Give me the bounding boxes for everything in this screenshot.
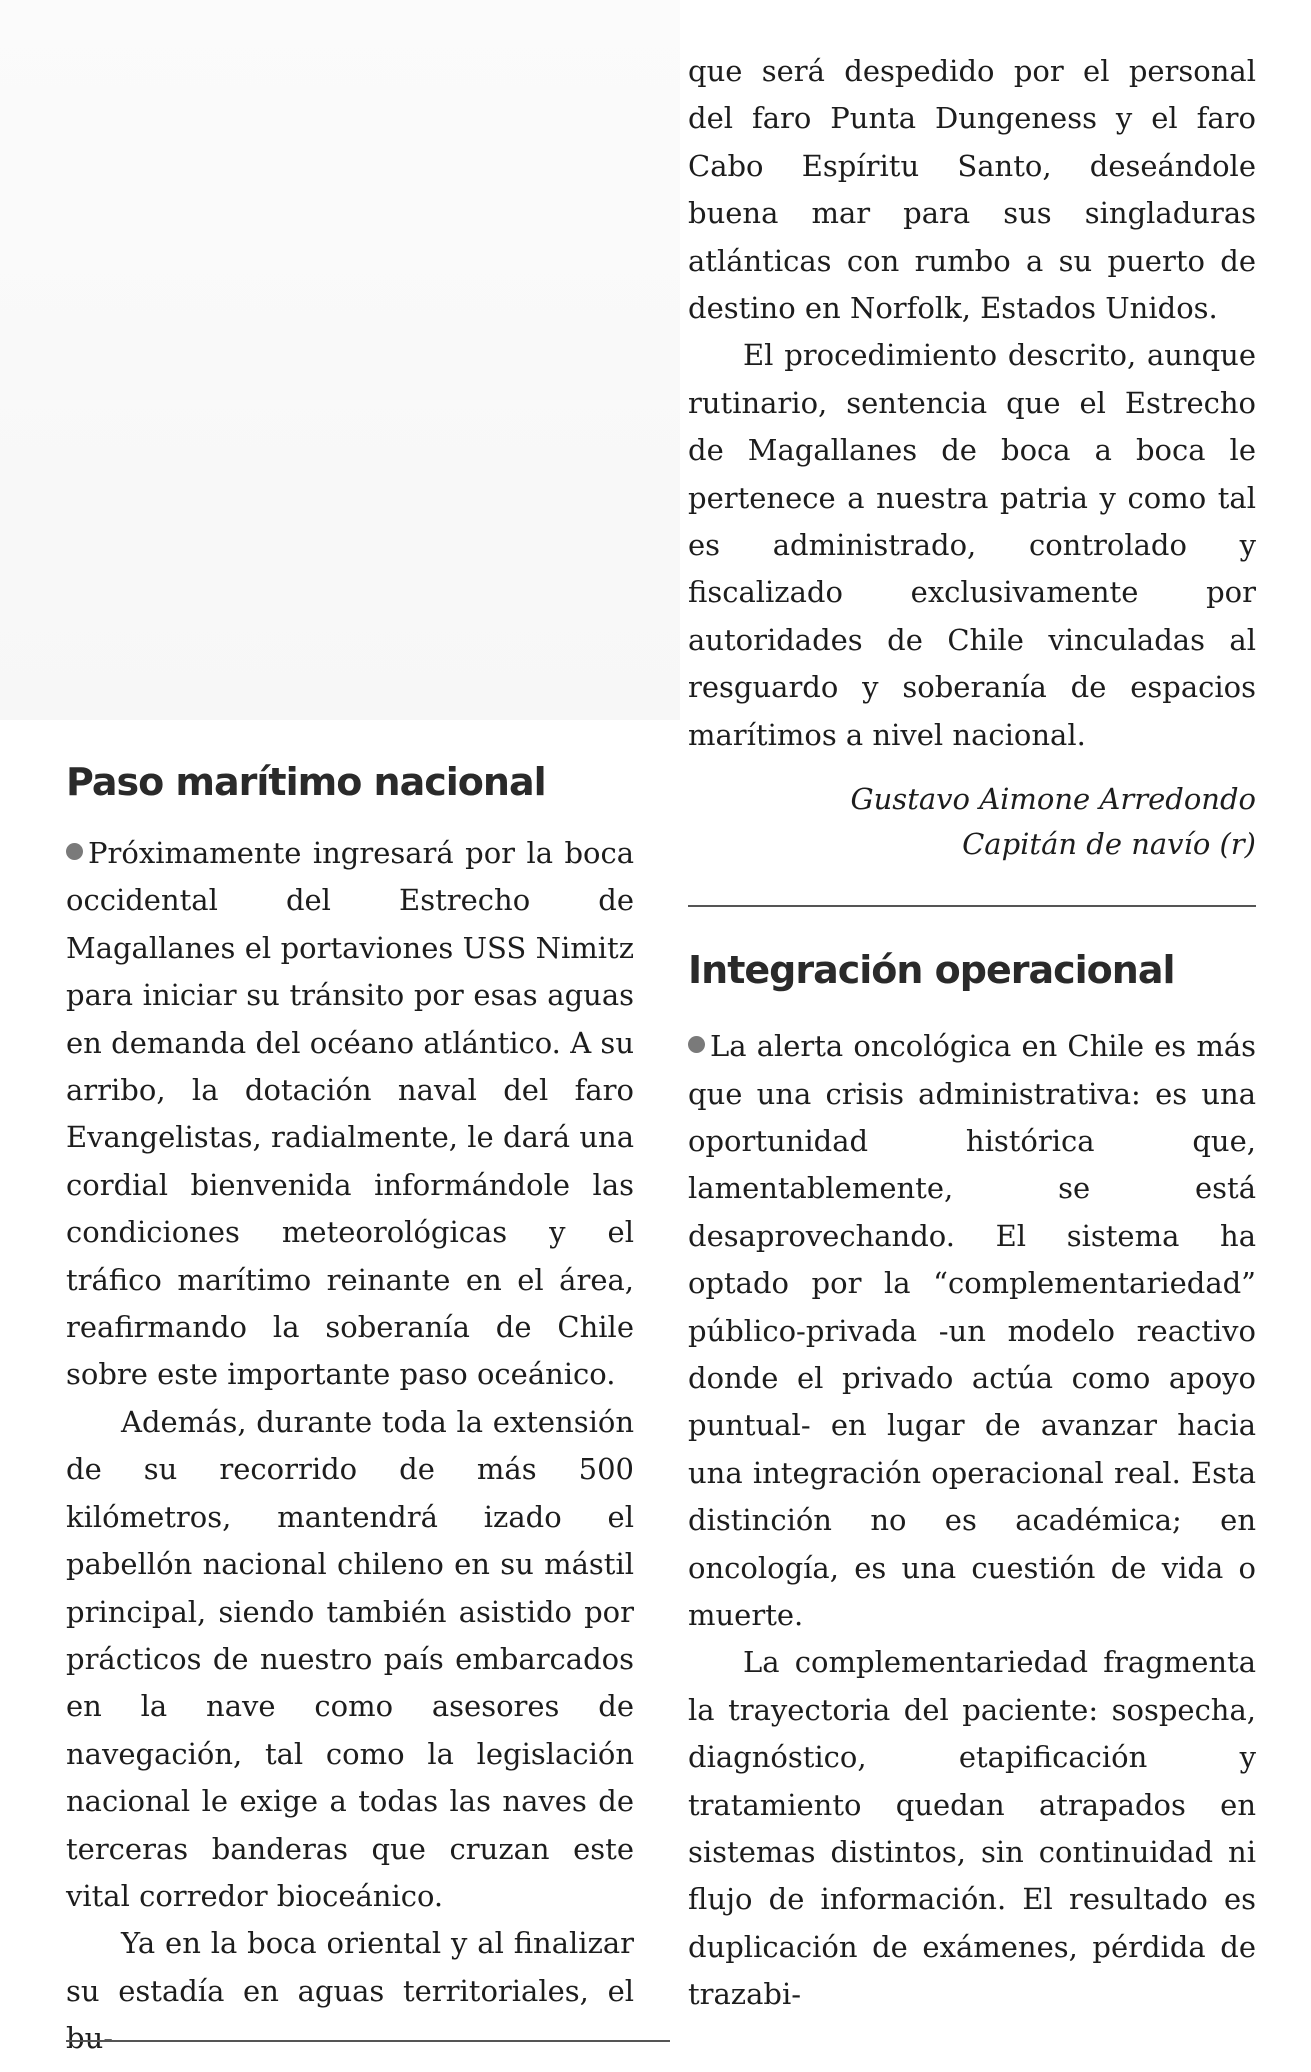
bullet-icon (688, 1036, 705, 1053)
signature-title: Capitán de navío (r) (962, 827, 1256, 862)
divider (688, 905, 1256, 907)
article-heading-paso-maritimo: Paso marítimo nacional (66, 760, 546, 804)
signature-name: Gustavo Aimone Arredondo (850, 782, 1256, 817)
bullet-icon (66, 843, 83, 860)
right-column (688, 48, 1256, 2019)
article-paragraph: Además, durante toda la extensión de su recorrido de más 500 kilómetros, mantendrá izado el pabellón nacional chileno en su mástil principal, siendo también asistido por prácticos de nuestro país embarcados en la nave como asesores de navegación, tal como la legislación nacional le exige a todas las naves de terceras banderas que cruzan este vital corredor bioceánico. (66, 1404, 634, 1913)
left-column (66, 752, 634, 2063)
author-signature (688, 777, 1256, 867)
blank-area (0, 0, 680, 720)
article-paragraph: Ya en la boca oriental y al finalizar su estadía en aguas territoriales, el bu- (66, 1926, 634, 2056)
bottom-divider (66, 2040, 670, 2042)
article-paragraph: Próximamente ingresará por la boca occidental del Estrecho de Magallanes el portaviones USS Nimitz para iniciar su tránsito por esas aguas en demanda del océano atlántico. A su arribo, la dotación naval del faro Evangelistas, radialmente, le dará una cordial bienvenida informándole las condiciones meteorológicas y el tráfico marítimo reinante en el área, reafirmando la soberanía de Chile sobre este importante paso oceánico. (66, 836, 634, 1392)
article-paragraph: que será despedido por el personal del faro Punta Dungeness y el faro Cabo Espíritu Santo, deseándole buena mar para sus singladuras atlánticas con rumbo a su puerto de destino en Norfolk, Estados Unidos. (688, 54, 1256, 326)
article-heading-integracion: Integración operacional (688, 948, 1175, 993)
article-paragraph: El procedimiento descrito, aunque rutinario, sentencia que el Estrecho de Magallanes de boca a boca le pertenece a nuestra patria y como tal es administrado, controlado y fiscalizado exclusivamente por autoridades de Chile vinculadas al resguardo y soberanía de espacios marítimos a nivel nacional. (688, 338, 1256, 752)
article-paragraph: La alerta oncológica en Chile es más que una crisis administrativa: es una oportunidad histórica que, lamentablemente, se está desaprovechando. El sistema ha optado por la “complementariedad” público-privada -un modelo reactivo donde el privado actúa como apoyo puntual- en lugar de avanzar hacia una integración operacional real. Esta distinción no es académica; en oncología, es una cuestión de vida o muerte. (688, 1029, 1256, 1632)
article-paragraph: La complementariedad fragmenta la trayectoria del paciente: sospecha, diagnóstico, etapificación y tratamiento quedan atrapados en sistemas distintos, sin continuidad ni flujo de información. El resultado es duplicación de exámenes, pérdida de trazabi- (688, 1645, 1256, 2012)
